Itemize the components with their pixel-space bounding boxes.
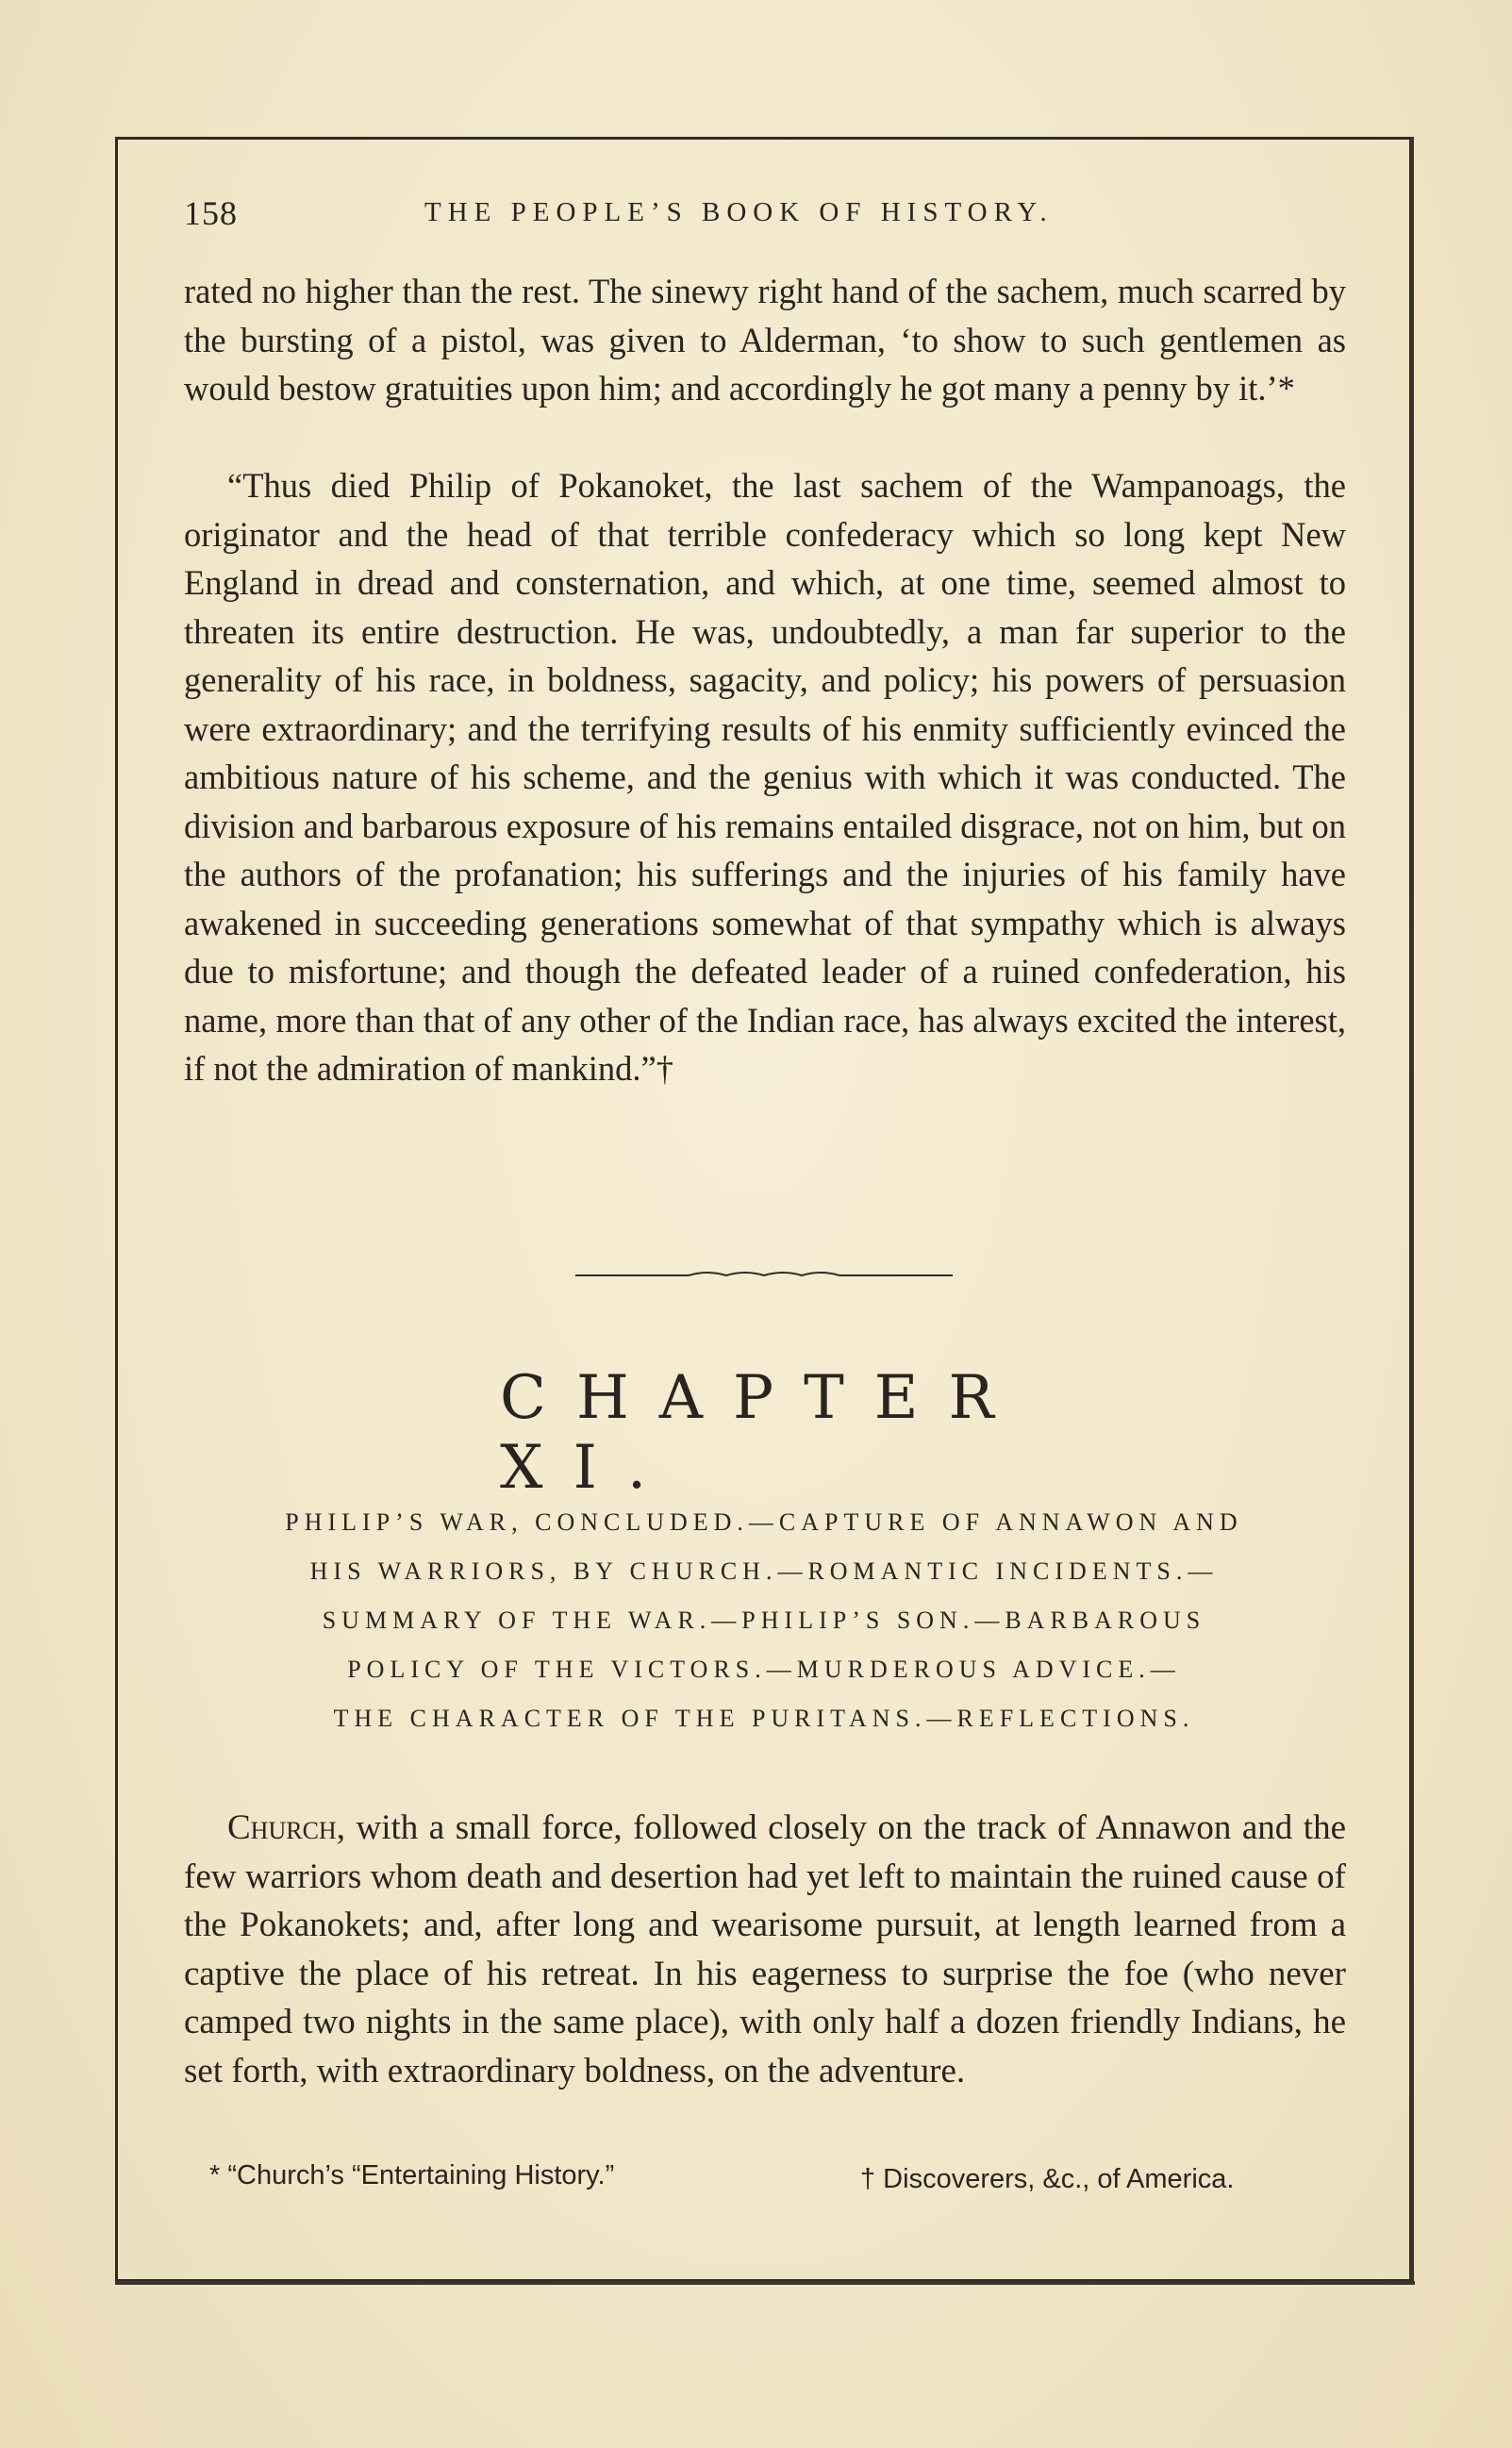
footnotes [209, 2160, 1341, 2207]
chapter-title: CHAPTER XI. [500, 1363, 1024, 1503]
summary-line: THE CHARACTER OF THE PURITANS.—REFLECTIONS. [333, 1705, 1195, 1732]
page-header [184, 193, 1344, 241]
page-number: 158 [184, 194, 238, 232]
summary-line: SUMMARY OF THE WAR.—PHILIP’S SON.—BARBAROUS [322, 1607, 1206, 1634]
page-border-right-shadow [1410, 137, 1414, 2285]
summary-line: HIS WARRIORS, BY CHURCH.—ROMANTIC INCIDENTS.— [309, 1557, 1219, 1585]
chapter-summary [179, 1498, 1349, 1743]
page-border-bottom-shadow [115, 2281, 1415, 2285]
running-head: THE PEOPLE’S BOOK OF HISTORY. [424, 197, 1054, 227]
summary-line: PHILIP’S WAR, CONCLUDED.—CAPTURE OF ANNAWON AND [285, 1508, 1243, 1536]
opening-word: Church, [227, 1808, 345, 1847]
footnote-church: * “Church’s “Entertaining History.” [209, 2160, 615, 2190]
summary-line: POLICY OF THE VICTORS.—MURDEROUS ADVICE.— [347, 1656, 1181, 1683]
section-divider-ornament [575, 1264, 953, 1283]
paragraph-text [184, 1804, 1346, 2095]
paragraph-philip-quote [184, 461, 1346, 1093]
paragraph-text: “Thus died Philip of Pokanoket, the last sachem of the Wampanoags, the originator and the head of that terrible confederacy which so long kept New England in dread and consternation, and which, at one time, seemed almost to threaten its entire destruction. He was, undoubtedly, a man far superior to the generality of his race, in boldness, sagacity, and policy; his powers of persuasion were extraordinary; and the terrifying results of his enmity sufficiently evinced the ambitious nature of his scheme, and the genius with which it was conducted. The division and barbarous exposure of his remains entailed disgrace, not on him, but on the authors of the profanation; his sufferings and the injuries of his family have awakened in succeeding generations somewhat of that sympathy which is always due to misfortune; and though the defeated leader of a ruined confederation, his name, more than that of any other of the Indian race, has always excited the interest, if not the admiration of mankind.”† [184, 466, 1346, 1088]
paragraph-continuation [184, 267, 1346, 413]
paragraph-body: with a small force, followed closely on the track of Annawon and the few warriors whom death and desertion had yet left to maintain the ruined cause of the Pokanokets; and, after long and wearisome pursuit, at length learned from a captive the place of his retreat. In his eagerness to surprise the foe (who never camped two nights in the same place), with only half a dozen friendly Indians, he set forth, with extraordinary boldness, on the adventure. [184, 1808, 1346, 2090]
paragraph-chapter-opening [184, 1804, 1346, 2095]
footnote-discoverers: † Discoverers, &c., of America. [860, 2164, 1235, 2194]
paragraph-text: rated no higher than the rest. The sinewy right hand of the sachem, much scarred by the bursting of a pistol, was given to Alderman, ‘to show to such gentlemen as would bestow gratuities upon him; and accordingly he got many a penny by it.’* [184, 272, 1346, 408]
